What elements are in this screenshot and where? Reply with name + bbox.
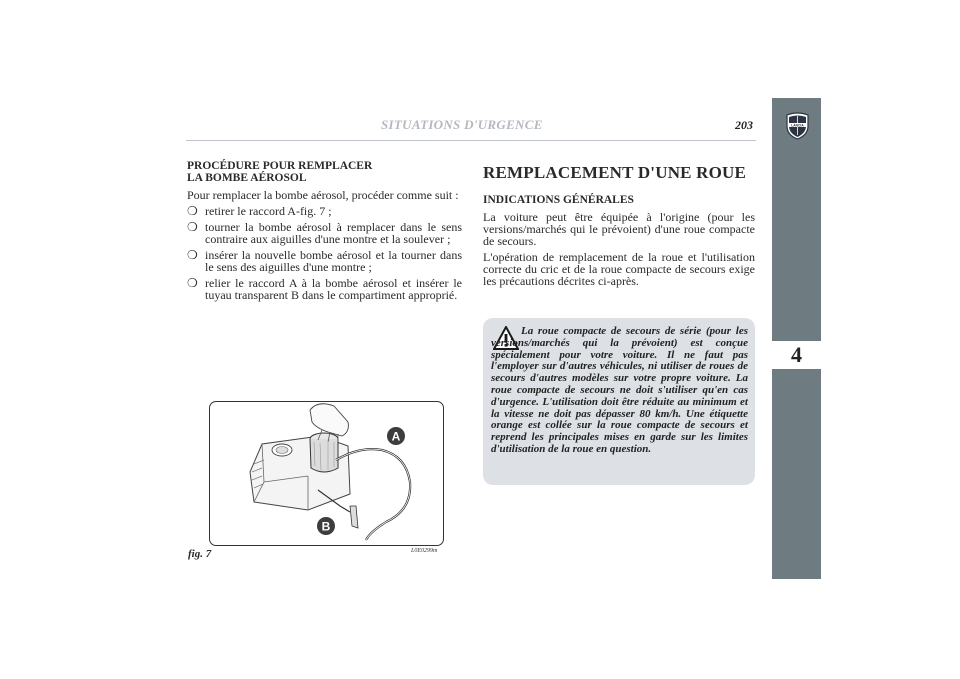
chapter-tab: 4	[772, 341, 821, 369]
page-number: 203	[735, 118, 753, 132]
svg-text:LANCIA: LANCIA	[791, 123, 804, 128]
procedure-steps	[187, 205, 462, 301]
bullet-icon: ❍	[187, 220, 198, 234]
bullet-icon: ❍	[187, 276, 198, 290]
lancia-badge-icon	[785, 112, 810, 140]
warning-text: La roue compacte de secours de série (pour les versions/marchés qui la prévoient) est conçue spécialement pour votre voiture. Il ne faut pas l'employer sur d'autres véhicules, ni utiliser de roues de secours d'autres modèles sur votre propre voiture. La roue compacte de secours ne doit s'utiliser qu'en cas d'urgence. L'utilisation doit être réduite au minimum et la vitesse ne doit pas dépasser 80 km/h. Une étiquette orange est collée sur la roue compacte de secours et reprend les principales mises en garde sur les limites d'utilisation de la roue en question.	[491, 325, 748, 455]
running-header-title: SITUATIONS D'URGENCE	[381, 117, 543, 132]
figure-caption: fig. 7	[188, 548, 212, 560]
section-title: REMPLACEMENT D'UNE ROUE	[483, 163, 747, 182]
figure-7-illustration	[209, 401, 444, 546]
procedure-step: ❍ tourner la bombe aérosol à remplacer dans le sens contraire aux aiguilles d'une montre et la soulever ;	[187, 220, 462, 246]
header-rule	[186, 140, 756, 141]
label-b: B	[321, 519, 331, 534]
bullet-icon: ❍	[187, 204, 198, 218]
general-indications-subheading: INDICATIONS GÉNÉRALES	[483, 194, 634, 206]
left-column	[187, 160, 462, 305]
chapter-side-bar	[772, 98, 821, 579]
compressor-drawing	[210, 402, 443, 545]
figure-code: L0E0299m	[411, 548, 438, 554]
procedure-intro: Pour remplacer la bombe aérosol, procéder comme suit :	[187, 188, 459, 202]
procedure-step: ❍ retirer le raccord A-fig. 7 ;	[187, 204, 332, 218]
bullet-icon: ❍	[187, 248, 198, 262]
right-column	[483, 163, 755, 291]
procedure-subheading: PROCÉDURE POUR REMPLACER LA BOMBE AÉROSOL	[187, 160, 373, 184]
paragraph-2: L'opération de remplacement de la roue et l'utilisation correcte du cric et de la roue compacte de secours exige les précautions décrites ci-après.	[483, 250, 755, 288]
label-a: A	[391, 429, 401, 444]
paragraph-1: La voiture peut être équipée à l'origine (pour les versions/marchés qui le prévoient) d'une roue compacte de secours.	[483, 210, 755, 248]
procedure-step: ❍ relier le raccord A à la bombe aérosol et insérer le tuyau transparent B dans le compartiment approprié.	[187, 276, 462, 302]
procedure-step: ❍ insérer la nouvelle bombe aérosol et la tourner dans le sens des aiguilles d'une montre ;	[187, 248, 462, 274]
warning-box	[483, 318, 755, 485]
